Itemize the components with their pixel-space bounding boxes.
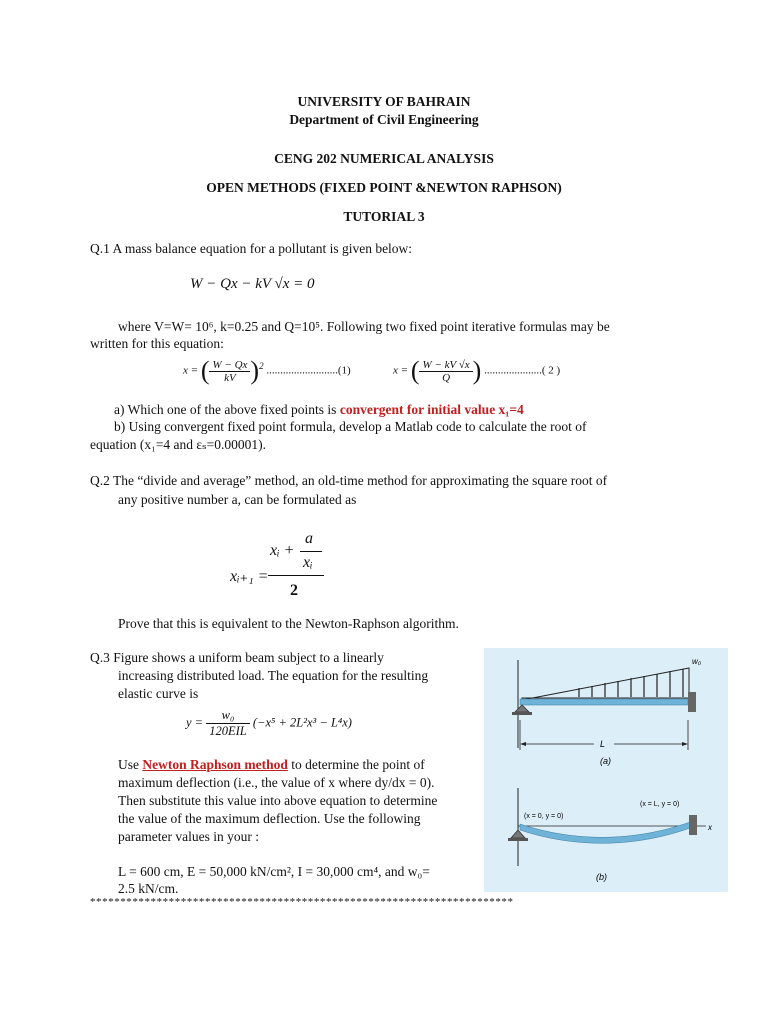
q1-f2-num: W − kV √x: [419, 359, 472, 372]
course-title: CENG 202 NUMERICAL ANALYSIS: [274, 151, 494, 166]
w0-label: w₀: [692, 657, 702, 666]
bc-right-label: (x = L, y = 0): [640, 801, 680, 808]
q2-eq-a: a: [305, 530, 313, 547]
q3-eq-rhs: (−x⁵ + 2L²x³ − L⁴x): [252, 715, 352, 730]
q2-prove: Prove that this is equivalent to the Newton-Raphson algorithm.: [118, 616, 459, 631]
q1-where-line2: written for this equation:: [90, 336, 224, 351]
q3-p3: Then substitute this value into above equation to determine: [118, 793, 438, 808]
q1-part-a: a) Which one of the above fixed points is convergent for initial value x₁=4: [114, 402, 524, 417]
q2-eq-lhs: xᵢ₊₁ =: [230, 568, 269, 585]
q3-p2: maximum deflection (i.e., the value of x where dy/dx = 0).: [118, 775, 435, 790]
q1-formula-1: x = ( $\frac{W - Qx}{kV}$ )$^2$ ..........................(1): [183, 356, 351, 385]
tutorial-title: TUTORIAL 3: [343, 209, 425, 224]
q1-part-b-line2: equation (x₁=4 and εₛ=0.00001).: [90, 437, 266, 452]
q1-intro: Q.1 A mass balance equation for a pollutant is given below:: [90, 241, 413, 256]
q3-params-line1: L = 600 cm, E = 50,000 kN/cm², I = 30,000 cm⁴, and w₀=: [118, 864, 430, 879]
q2-eq-den: 2: [290, 582, 298, 599]
q1-f1-exp: 2: [259, 360, 264, 371]
q1-f1-tail: ..........................(1): [266, 364, 351, 377]
beam-a: [512, 657, 702, 766]
q3-params-line2: 2.5 kN/cm.: [118, 881, 179, 896]
q1-f1-num: W − Qx: [209, 359, 250, 372]
q2-eq-xi: xᵢ: [303, 554, 313, 571]
q3-line1: Q.3 Figure shows a uniform beam subject to a linearly: [90, 650, 384, 665]
q3-equation: [186, 708, 352, 739]
q1-f2-tail: .....................( 2 ): [484, 364, 561, 377]
university-title: UNIVERSITY OF BAHRAIN: [297, 94, 471, 109]
x-axis-label: x: [708, 823, 712, 832]
q3-p5: parameter values in your :: [118, 829, 259, 844]
q1-equation: W − Qx − kV √x = 0: [190, 276, 315, 292]
q1-f1-den: kV: [224, 371, 236, 384]
beam-diagram: [484, 648, 728, 892]
q2-line2: any positive number a, can be formulated as: [118, 492, 357, 507]
q3-method-highlight: Newton Raphson method: [142, 757, 288, 772]
q2-eq-inner-bar: [300, 551, 322, 552]
q3-p4: the value of the maximum deflection. Use the following: [118, 811, 421, 826]
dimension-L-label: L: [600, 739, 606, 749]
figure-a-label: (a): [600, 756, 611, 766]
q1-formula-2: x = ( $\frac{W - kV √x}{Q}$ ) .....................( 2 ): [393, 356, 561, 385]
q2-line1: Q.2 The “divide and average” method, an old-time method for approximating the square root of: [90, 473, 608, 488]
beam-b: [508, 788, 713, 882]
q1-part-b-line1: b) Using convergent fixed point formula, develop a Matlab code to calculate the root of: [114, 419, 587, 434]
q2-eq-top-left: xᵢ +: [270, 542, 295, 559]
q2-eq-main-bar: [268, 575, 324, 576]
footer-separator: **********************************************************************: [90, 896, 514, 908]
q3-line2: increasing distributed load. The equation for the resulting: [118, 668, 429, 683]
q3-eq-lhs: y =: [186, 715, 204, 730]
q1-part-a-highlight: convergent for initial value x₁=4: [339, 402, 524, 417]
beam-figure: [484, 648, 728, 892]
q3-use-line: Use Newton Raphson method to determine the point of: [118, 757, 425, 772]
q1-f1-lhs: x =: [183, 364, 199, 377]
bc-left-label: (x = 0, y = 0): [524, 813, 564, 820]
q1-f2-lhs: x =: [393, 364, 409, 377]
q3-line3: elastic curve is: [118, 686, 199, 701]
q3-eq-num: w₀: [206, 708, 250, 724]
q2-equation: [230, 530, 350, 610]
department-title: Department of Civil Engineering: [289, 112, 479, 127]
figure-b-label: (b): [596, 872, 607, 882]
q1-where-line1: where V=W= 10⁶, k=0.25 and Q=10⁵. Following two fixed point iterative formulas may be: [118, 319, 610, 334]
topic-title: OPEN METHODS (FIXED POINT &NEWTON RAPHSON): [206, 180, 562, 195]
q3-eq-den: 120EIL: [209, 724, 247, 738]
q1-f2-den: Q: [442, 371, 451, 384]
